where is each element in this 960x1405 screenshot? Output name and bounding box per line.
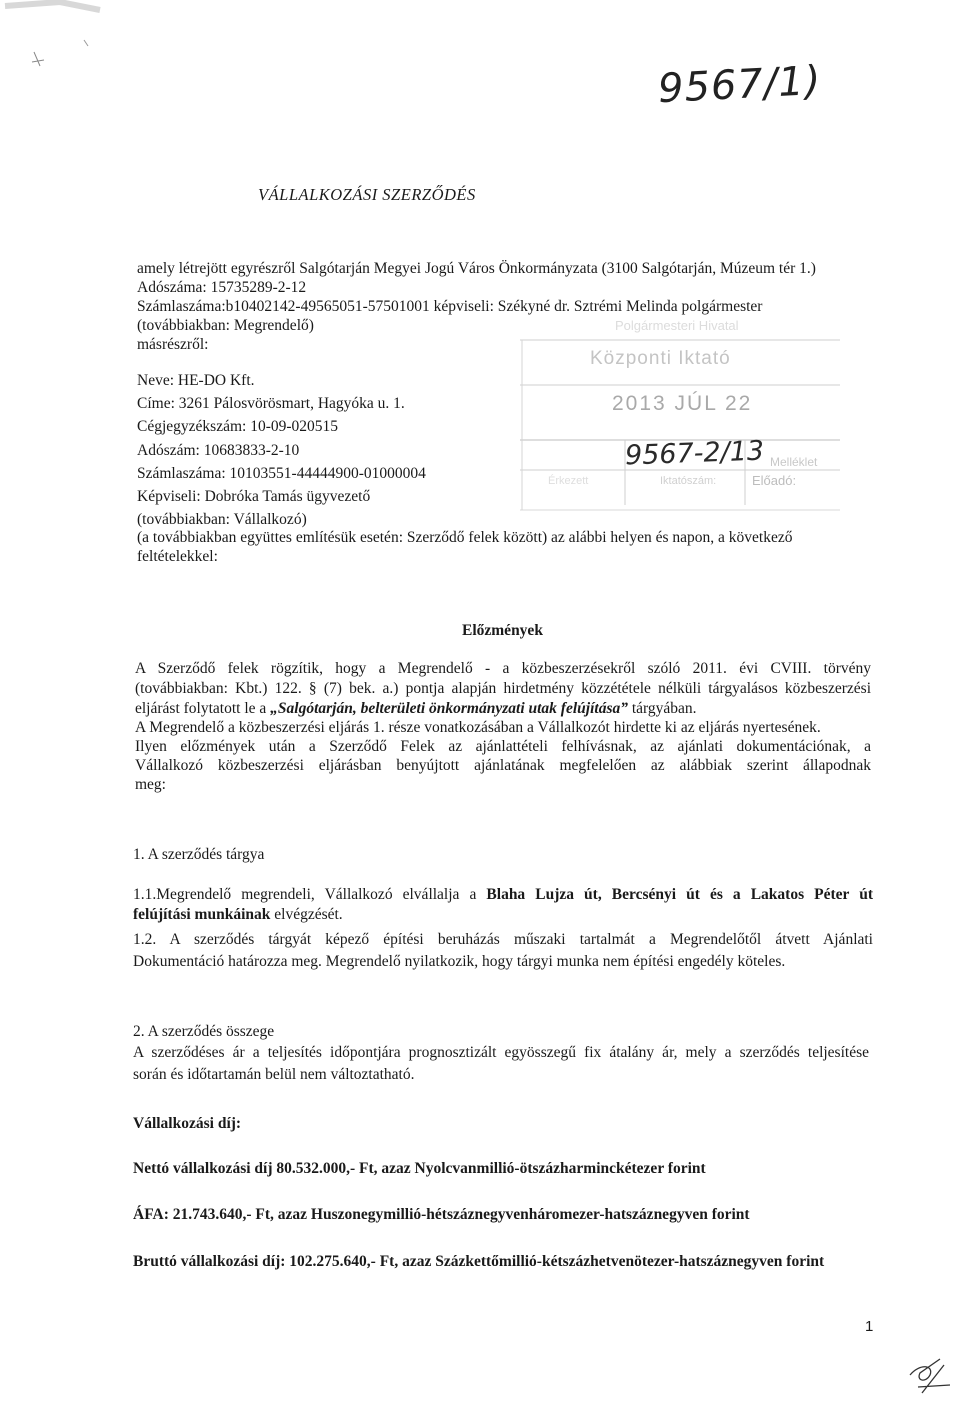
section-1-2-line-1: 1.2. A szerződés tárgyát képező építési beruházás műszaki tartalmát a Megrendelőtől átvett Ajánlati bbox=[133, 931, 873, 948]
elozmenyek-line-1: A Szerződő felek rögzítik, hogy a Megrendelő - a közbeszerzésekről szóló 2011. évi CVIII. törvény bbox=[135, 660, 871, 677]
project-title: „Salgótarján, belterületi önkormányzati utak felújítása” bbox=[270, 700, 628, 717]
client-short-name: Megrendelő bbox=[233, 317, 309, 334]
registry-stamp bbox=[520, 300, 840, 515]
contractor-representative: Képviseli: Dobróka Tamás ügyvezető bbox=[137, 488, 371, 505]
other-side-label: másrészről: bbox=[137, 336, 209, 353]
stamp-date: 2013 JÚL 22 bbox=[612, 392, 753, 415]
handwritten-reference-number: 9567/1) bbox=[656, 57, 823, 113]
stamp-faded-mid: Iktatószám: bbox=[660, 475, 717, 487]
fee-heading: Vállalkozási díj: bbox=[133, 1115, 242, 1132]
section-1-1-suffix: elvégzését. bbox=[270, 906, 343, 923]
conditions-label: feltételekkel: bbox=[137, 548, 218, 565]
joint-mention-line: (a továbbiakban együttes említésük esetén: Szerződő felek között) az alábbi helyen és napon, a következő bbox=[137, 529, 793, 546]
contractor-registration: Cégjegyzékszám: 10-09-020515 bbox=[137, 418, 339, 435]
stamp-faded-left: Érkezett bbox=[548, 475, 589, 487]
stamp-office-label: Központi Iktató bbox=[590, 348, 731, 369]
elozmenyek-line-5: Ilyen előzmények után a Szerződő Felek az ajánlattételi felhívásnak, az ajánlati dokumentációnak, a bbox=[135, 738, 871, 755]
stamp-attachment-label: Melléklet bbox=[770, 455, 818, 469]
handwritten-initials bbox=[900, 1345, 960, 1405]
client-hereinafter bbox=[137, 317, 314, 335]
page-number: 1 bbox=[865, 1318, 874, 1335]
client-hereinafter-prefix: (továbbiakban: bbox=[137, 317, 234, 334]
contractor-tax-number: Adószám: 10683833-2-10 bbox=[137, 442, 300, 459]
elozmenyek-line-2: (továbbiakban: Kbt.) 122. § (7) bek. a.) pontja alapján hirdetmény közzététele nélküli tárgyalásos közbeszerzési bbox=[135, 680, 871, 697]
corner-smudge-mark bbox=[0, 0, 110, 80]
section-1-1-works: felújítási munkáinak bbox=[133, 906, 271, 923]
elozmenyek-line-4: A Megrendelő a közbeszerzési eljárás 1. része vonatkozásában a Vállalkozót hirdette ki az eljárás nyertesének. bbox=[135, 719, 821, 736]
fee-gross: Bruttó vállalkozási díj: 102.275.640,- Ft, azaz Százkettőmillió-kétszázhetvenötezer-hatszáznegyven forint bbox=[133, 1253, 825, 1270]
section-1-1-roads: Blaha Lujza út, Bercsényi út és a Lakatos Péter út bbox=[486, 886, 873, 903]
client-tax-number: Adószáma: 15735289-2-12 bbox=[137, 279, 307, 296]
contractor-account: Számlaszáma: 10103551-44444900-01000004 bbox=[137, 465, 426, 482]
section-1-1-line-1 bbox=[133, 886, 873, 904]
stamp-received-label: Előadó: bbox=[752, 473, 797, 488]
document-title: VÁLLALKOZÁSI SZERZŐDÉS bbox=[258, 185, 476, 204]
contractor-hereinafter: (továbbiakban: Vállalkozó) bbox=[137, 511, 307, 528]
contractor-name: Neve: HE-DO Kft. bbox=[137, 372, 255, 389]
section-2-line-1: A szerződéses ár a teljesítés időpontjára prognosztizált egyösszegű fix átalány ár, mely a szerződés teljesítése bbox=[133, 1044, 869, 1061]
stamp-faded-top: Polgármesteri Hivatal bbox=[615, 318, 739, 333]
fee-vat: ÁFA: 21.743.640,- Ft, azaz Huszonegymillió-hétszáznegyvenháromezer-hatszáznegyven forint bbox=[133, 1206, 750, 1223]
elozmenyek-line-7: meg: bbox=[135, 776, 166, 793]
parties-intro-line: amely létrejött egyrészről Salgótarján Megyei Jogú Város Önkormányzata (3100 Salgótarján, Múzeum tér 1.) bbox=[137, 260, 816, 277]
section-1-1-line-2 bbox=[133, 906, 343, 924]
client-account-line: Számlaszáma:b10402142-49565051-57501001 képviseli: Székyné dr. Sztrémi Melinda polgármester bbox=[137, 298, 763, 315]
contractor-address: Címe: 3261 Pálosvörösmart, Hagyóka u. 1. bbox=[137, 395, 405, 412]
section-elozmenyek-heading: Előzmények bbox=[462, 622, 543, 639]
section-1-2-line-2: Dokumentáció határozza meg. Megrendelő nyilatkozik, hogy tárgyi munka nem építési engedély köteles. bbox=[133, 953, 786, 970]
elozmenyek-line-3-suffix: tárgyában. bbox=[627, 700, 697, 717]
section-2-heading: 2. A szerződés összege bbox=[133, 1023, 275, 1040]
elozmenyek-line-6: Vállalkozó közbeszerzési eljárásban benyújtott ajánlatának megfelelően az alábbiak szerint állapodnak bbox=[135, 757, 871, 774]
elozmenyek-line-3 bbox=[135, 700, 697, 718]
client-hereinafter-suffix: ) bbox=[308, 317, 314, 334]
section-1-heading: 1. A szerződés tárgya bbox=[133, 846, 265, 863]
stamp-handwritten-number: 9567-2/13 bbox=[624, 435, 765, 472]
section-2-line-2: során és időtartamán belül nem változtatható. bbox=[133, 1066, 415, 1083]
elozmenyek-line-3-prefix: eljárást folytatott le a bbox=[135, 700, 271, 717]
section-1-1-prefix: 1.1.Megrendelő megrendeli, Vállalkozó elvállalja a bbox=[133, 886, 487, 903]
fee-net: Nettó vállalkozási díj 80.532.000,- Ft, azaz Nyolcvanmillió-ötszázharminckétezer forint bbox=[133, 1160, 706, 1177]
